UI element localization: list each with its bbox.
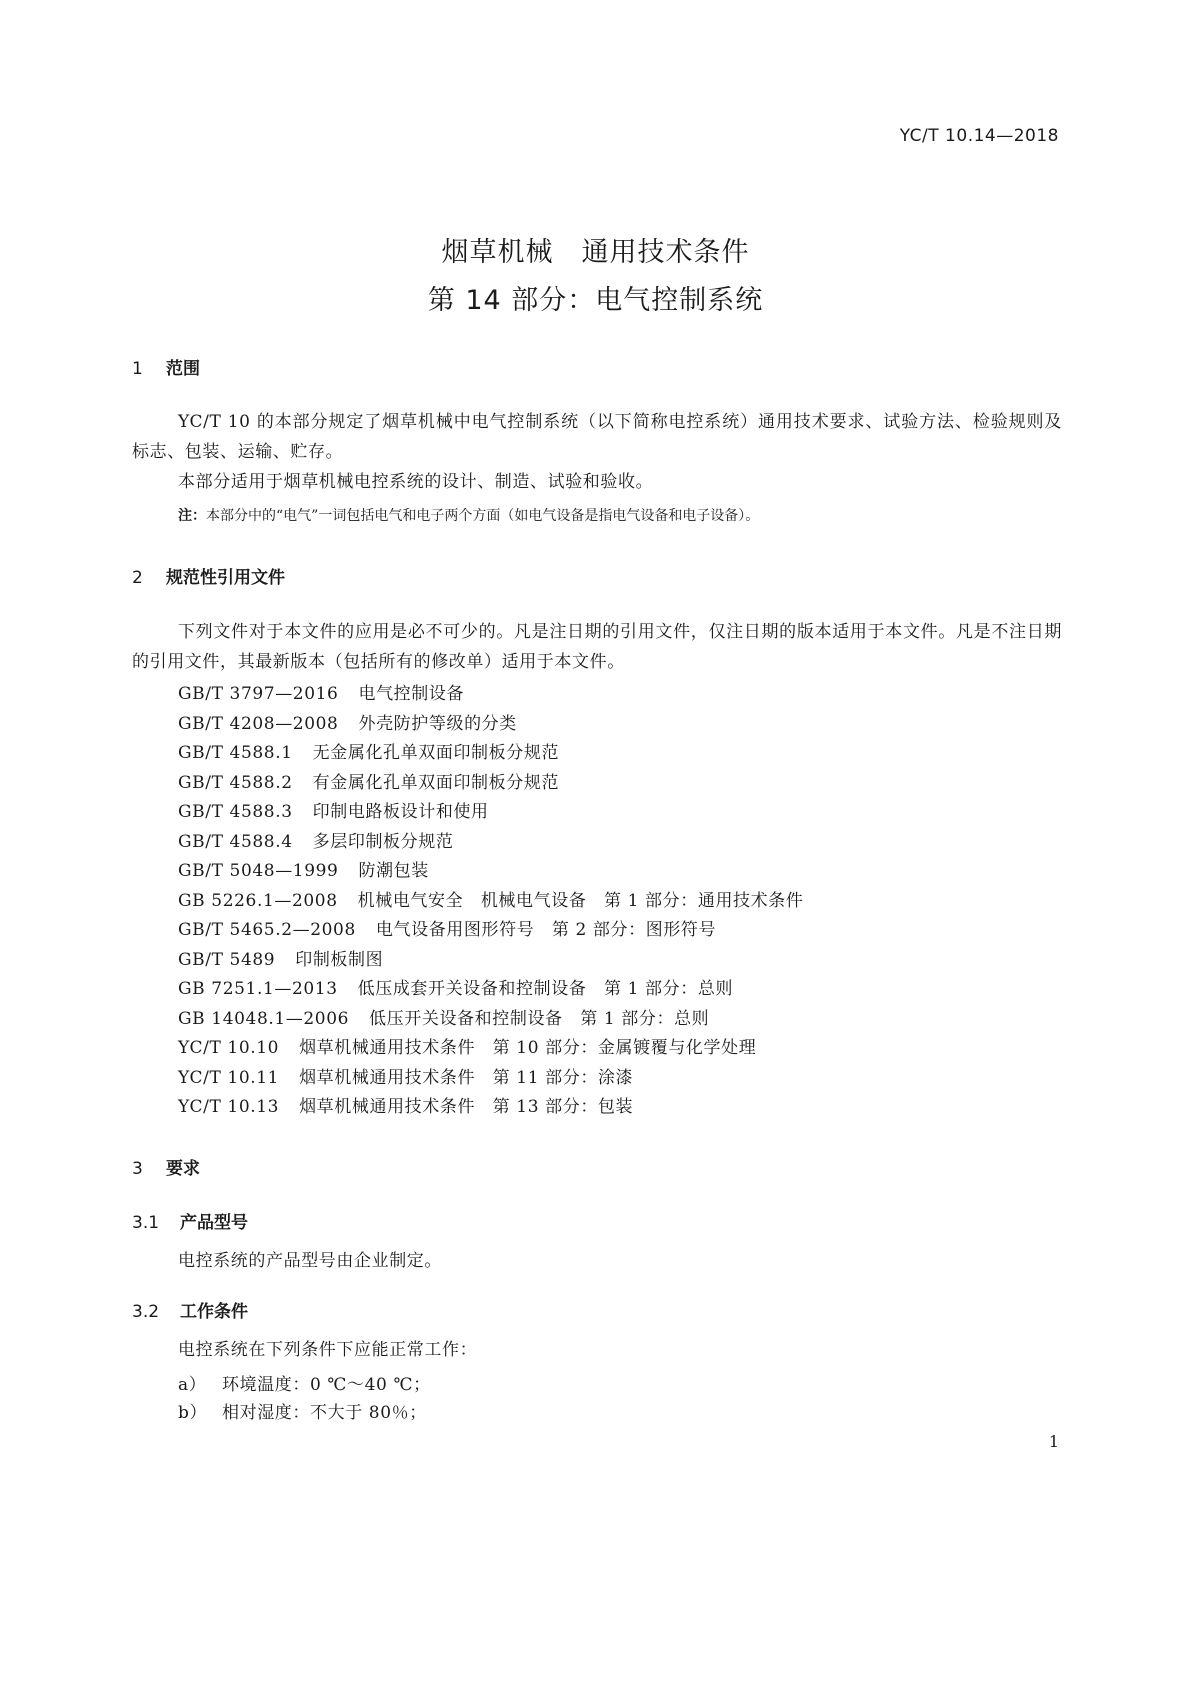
- section-title: 工作条件: [180, 1302, 248, 1322]
- reference-item: YC/T 10.13 烟草机械通用技术条件 第 13 部分：包装: [178, 1097, 634, 1117]
- reference-item: YC/T 10.11 烟草机械通用技术条件 第 11 部分：涂漆: [178, 1067, 634, 1088]
- section-number: 2: [132, 568, 143, 588]
- reference-item: GB 7251.1—2013 低压成套开关设备和控制设备 第 1 部分：总则: [178, 979, 734, 999]
- section-3-2-heading: [132, 1297, 248, 1322]
- reference-item: GB 5226.1—2008 机械电气安全 机械电气设备 第 1 部分：通用技术条件: [178, 890, 804, 911]
- reference-item: GB 14048.1—2006 低压开关设备和控制设备 第 1 部分：总则: [178, 1008, 710, 1029]
- section-number: 1: [132, 359, 143, 379]
- reference-item: GB/T 3797—2016 电气控制设备: [178, 684, 465, 704]
- reference-item: GB/T 5048—1999 防潮包装: [178, 861, 429, 881]
- section-1-paragraph-1: YC/T 10 的本部分规定了烟草机械中电气控制系统（以下简称电控系统）通用技术要求、试验方法、检验规则及标志、包装、运输、贮存。: [132, 412, 1062, 462]
- reference-item: GB/T 4588.3 印制电路板设计和使用: [178, 802, 489, 822]
- reference-item: YC/T 10.10 烟草机械通用技术条件 第 10 部分：金属镀覆与化学处理: [178, 1038, 757, 1058]
- section-3-1-heading: [132, 1208, 248, 1233]
- section-2-heading: [132, 563, 285, 588]
- reference-item: GB/T 4208—2008 外壳防护等级的分类: [178, 713, 517, 734]
- section-title: 范围: [166, 359, 200, 379]
- list-marker: b）: [178, 1403, 208, 1423]
- standard-code: YC/T 10.14—2018: [899, 126, 1059, 146]
- normative-references-list: [178, 680, 803, 1123]
- section-number: 3.2: [132, 1302, 160, 1322]
- list-marker: a）: [178, 1375, 207, 1395]
- reference-item: GB/T 5465.2—2008 电气设备用图形符号 第 2 部分：图形符号: [178, 920, 717, 940]
- section-title: 产品型号: [180, 1213, 248, 1233]
- section-3-1-paragraph: 电控系统的产品型号由企业制定。: [178, 1251, 442, 1271]
- section-number: 3: [132, 1159, 143, 1179]
- section-3-2-intro: 电控系统在下列条件下应能正常工作：: [178, 1340, 478, 1360]
- section-1-heading: [132, 354, 200, 379]
- section-number: 3.1: [132, 1213, 160, 1233]
- condition-item: [178, 1398, 427, 1423]
- section-2-intro: 下列文件对于本文件的应用是必不可少的。凡是注日期的引用文件，仅注日期的版本适用于本文件。凡是不注日期的引用文件，其最新版本（包括所有的修改单）适用于本文件。: [132, 622, 1062, 672]
- note-text: 本部分中的“电气”一词包括电气和电子两个方面（如电气设备是指电气设备和电子设备）。: [206, 508, 760, 524]
- document-title-line1: 烟草机械 通用技术条件: [441, 237, 750, 268]
- section-3-heading: [132, 1154, 200, 1179]
- section-1-paragraph-2: 本部分适用于烟草机械电控系统的设计、制造、试验和验收。: [178, 472, 654, 492]
- condition-item: [178, 1370, 431, 1395]
- document-title-line2: 第 14 部分：电气控制系统: [427, 285, 764, 316]
- section-title: 规范性引用文件: [166, 568, 285, 588]
- section-title: 要求: [166, 1159, 200, 1179]
- note-label: 注：: [178, 508, 206, 524]
- section-1-note: [178, 505, 759, 525]
- page-number: 1: [1048, 1432, 1059, 1451]
- reference-item: GB/T 4588.4 多层印制板分规范: [178, 831, 454, 852]
- reference-item: GB/T 5489 印制板制图: [178, 949, 384, 970]
- reference-item: GB/T 4588.1 无金属化孔单双面印制板分规范: [178, 743, 560, 763]
- reference-item: GB/T 4588.2 有金属化孔单双面印制板分规范: [178, 772, 560, 793]
- list-text: 环境温度：0 ℃～40 ℃；: [222, 1375, 431, 1395]
- list-text: 相对湿度：不大于 80％；: [222, 1403, 427, 1423]
